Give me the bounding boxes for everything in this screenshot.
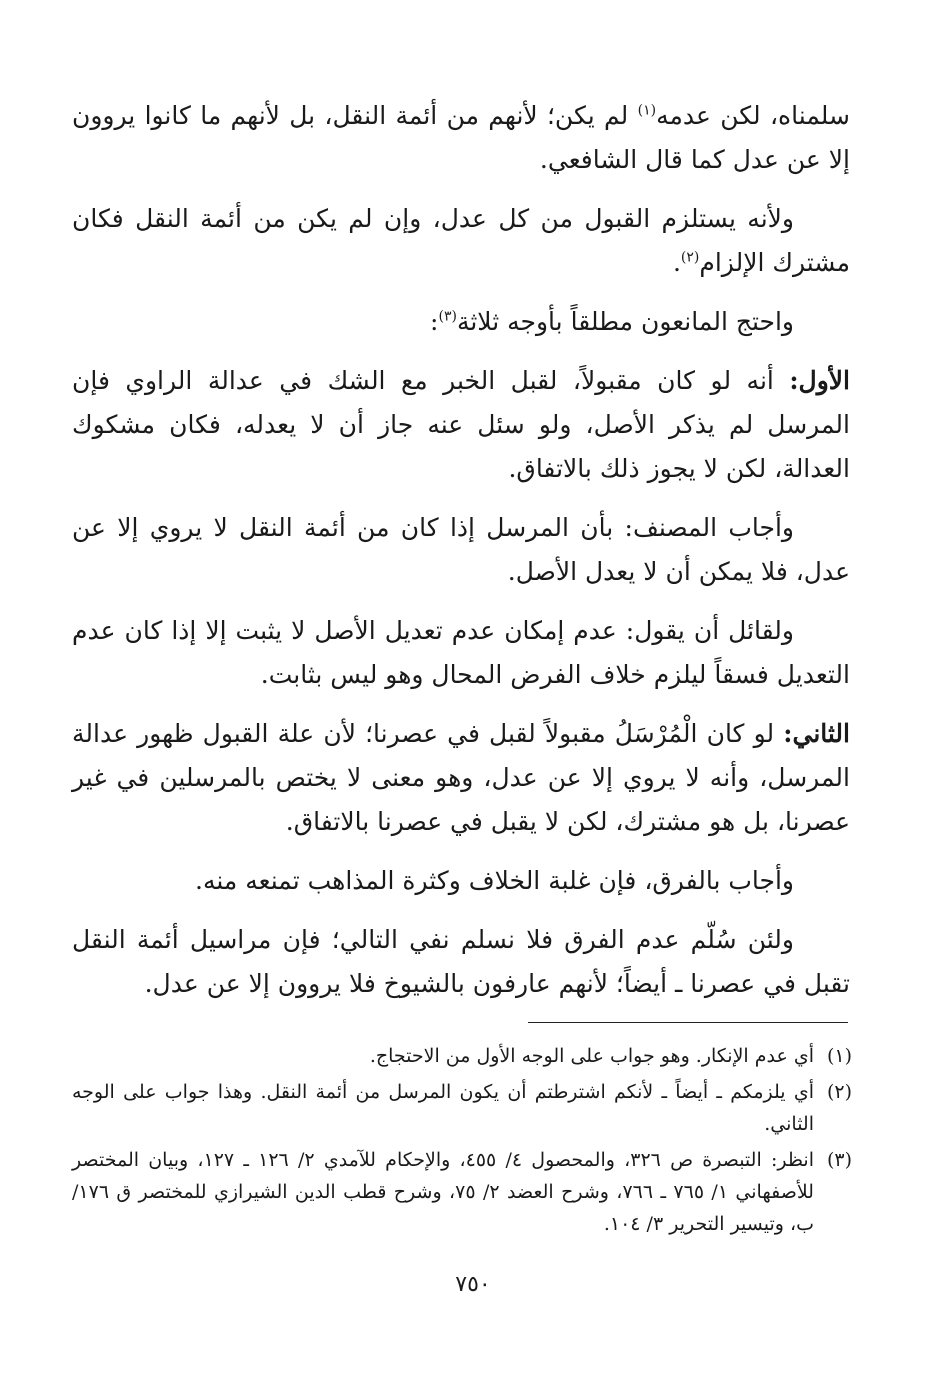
paragraph-2-text-a: ولأنه يستلزم القبول من كل عدل، وإن لم يكن من أئمة النقل فكان مشترك الإلزام (72, 204, 850, 277)
paragraph-3 (72, 300, 850, 344)
paragraph-5: وأجاب المصنف: بأن المرسل إذا كان من أئمة النقل لا يروي إلا عن عدل، فلا يمكن أن لا يعدل الأصل. (72, 513, 850, 586)
paragraph-7 (72, 712, 850, 844)
paragraph-2 (72, 197, 850, 285)
paragraph-8: وأجاب بالفرق، فإن غلبة الخلاف وكثرة المذاهب تمنعه منه. (195, 866, 794, 895)
paragraph-4-text: أنه لو كان مقبولاً، لقبل الخبر مع الشك في عدالة الراوي فإن المرسل لم يذكر الأصل، ولو سئل عنه جاز أن لا يعدله، فكان مشكوك العدالة، لكن لا يجوز ذلك بالاتفاق. (72, 366, 850, 483)
footnote-text: أي عدم الإنكار. وهو جواب على الوجه الأول من الاحتجاج. (369, 1045, 814, 1067)
footnote-ref-2[interactable]: (٢) (680, 249, 700, 266)
footnote-divider (528, 1022, 848, 1023)
footnote-2 (72, 1076, 852, 1140)
footnote-text: انظر: التبصرة ص ٣٢٦، والمحصول ٤/ ٤٥٥، والإحكام للآمدي ٢/ ١٢٦ ـ ١٢٧، وبيان المختصر للأصفهاني ١/ ٧٦٥ ـ ٧٦٦، وشرح العضد ٢/ ٧٥، وشرح قطب الدين الشيرازي للمختصر ق ١٧٦/ب، وتيسير التحرير ٣/ ١٠٤. (72, 1149, 814, 1235)
paragraph-3-text-a: واحتج المانعون مطلقاً بأوجه ثلاثة (456, 307, 794, 336)
paragraph-4 (72, 359, 850, 491)
footnote-ref-3[interactable]: (٣) (438, 308, 457, 325)
footnote-number: (٣) (826, 1149, 852, 1171)
page-number: ٧٥٠ (455, 1272, 491, 1297)
footnote-3 (72, 1144, 852, 1240)
footnote-ref-1[interactable]: (١) (637, 102, 657, 119)
paragraph-2-text-b: . (672, 248, 681, 277)
footnote-text: أي يلزمكم ـ أيضاً ـ لأنكم اشترطتم أن يكون المرسل من أئمة النقل. وهذا جواب على الوجه الثاني. (72, 1081, 814, 1135)
paragraph-7-lead: الثاني: (783, 719, 850, 748)
paragraph-1-text-a: سلمناه، لكن عدمه (656, 101, 850, 130)
paragraph-4-lead: الأول: (789, 366, 850, 395)
paragraph-7-text: لو كان الْمُرْسَلُ مقبولاً لقبل في عصرنا؛ لأن علة القبول ظهور عدالة المرسل، وأنه لا يروي إلا عن عدل، وهو معنى لا يختص بالمرسلين في غير عصرنا، بل هو مشترك، لكن لا يقبل في عصرنا بالاتفاق. (72, 719, 850, 836)
footnote-number: (١) (826, 1045, 852, 1067)
main-text (72, 94, 850, 1021)
footnotes (72, 1040, 852, 1244)
footnote-1 (72, 1040, 852, 1072)
paragraph-6: ولقائل أن يقول: عدم إمكان عدم تعديل الأصل لا يثبت إلا إذا كان عدم التعديل فسقاً ليلزم خلاف الفرض المحال وهو ليس بثابت. (72, 616, 850, 689)
paragraph-3-text-b: : (430, 307, 439, 336)
paragraph-1-text-b: لم يكن؛ لأنهم من أئمة النقل، بل لأنهم ما كانوا يروون إلا عن عدل كما قال الشافعي. (72, 101, 850, 174)
footnote-number: (٢) (826, 1081, 852, 1103)
paragraph-1 (72, 94, 850, 182)
paragraph-9: ولئن سُلّم عدم الفرق فلا نسلم نفي التالي؛ فإن مراسيل أئمة النقل تقبل في عصرنا ـ أيضاً؛ لأنهم عارفون بالشيوخ فلا يروون إلا عن عدل. (72, 925, 850, 998)
